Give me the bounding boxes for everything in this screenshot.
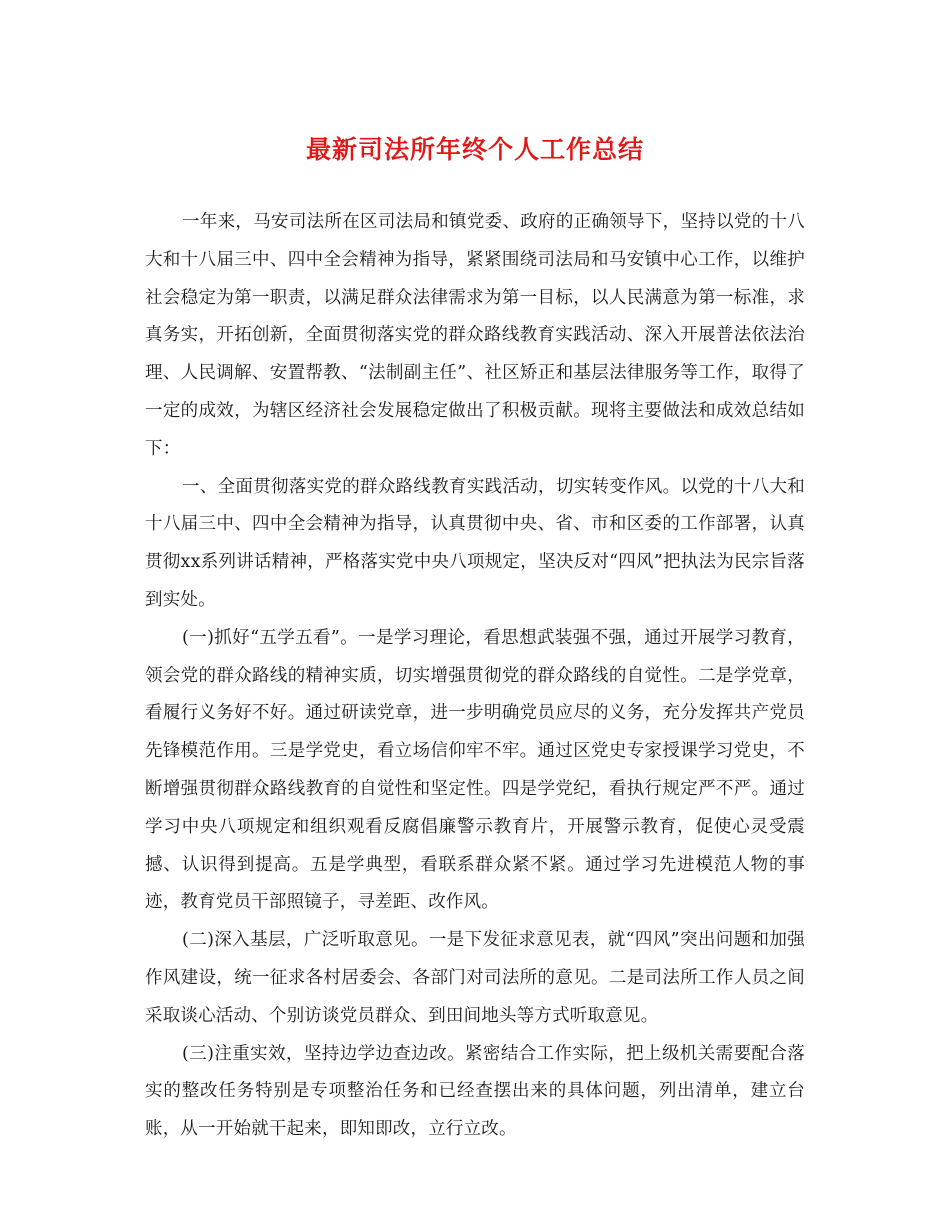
document-title: 最新司法所年终个人工作总结 xyxy=(305,135,644,164)
paragraph-subsection-2: (二)深入基层，广泛听取意见。一是下发征求意见表，就“四风”突出问题和加强作风建设，统一征求各村居委会、各部门对司法所的意见。二是司法所工作人员之间采取谈心活动、个别访谈党员群众、到田间地头等方式听取意见。 xyxy=(145,930,805,1026)
paragraph-subsection-3: (三)注重实效，坚持边学边查边改。紧密结合工作实际，把上级机关需要配合落实的整改任务特别是专项整治任务和已经查摆出来的具体问题，列出清单，建立台账，从一开始就干起来，即知即改，立行立改。 xyxy=(145,1043,805,1140)
document-body xyxy=(145,204,805,1149)
paragraph-section-1: 一、全面贯彻落实党的群众路线教育实践活动，切实转变作风。以党的十八大和十八届三中、四中全会精神为指导，认真贯彻中央、省、市和区委的工作部署，认真贯彻xx系列讲话精神，严格落实党中央八项规定，坚决反对“四风”把执法为民宗旨落到实处。 xyxy=(145,476,805,610)
paragraph-subsection-1: (一)抓好“五学五看”。一是学习理论，看思想武装强不强，通过开展学习教育，领会党的群众路线的精神实质，切实增强贯彻党的群众路线的自觉性。二是学党章，看履行义务好不好。通过研读党章，进一步明确党员应尽的义务，充分发挥共产党员先锋模范作用。三是学党史，看立场信仰牢不牢。通过区党史专家授课学习党史，不断增强贯彻群众路线教育的自觉性和坚定性。四是学党纪，看执行规定严不严。通过学习中央八项规定和组织观看反腐倡廉警示教育片，开展警示教育，促使心灵受震撼、认识得到提高。五是学典型，看联系群众紧不紧。通过学习先进模范人物的事迹，教育党员干部照镜子，寻差距、改作风。 xyxy=(145,627,805,913)
paragraph-intro: 一年来，马安司法所在区司法局和镇党委、政府的正确领导下，坚持以党的十八大和十八届三中、四中全会精神为指导，紧紧围绕司法局和马安镇中心工作，以维护社会稳定为第一职责，以满足群众法律需求为第一目标，以人民满意为第一标准，求真务实，开拓创新，全面贯彻落实党的群众路线教育实践活动、深入开展普法依法治理、人民调解、安置帮教、“法制副主任”、社区矫正和基层法律服务等工作，取得了一定的成效，为辖区经济社会发展稳定做出了积极贡献。现将主要做法和成效总结如下： xyxy=(145,212,805,459)
